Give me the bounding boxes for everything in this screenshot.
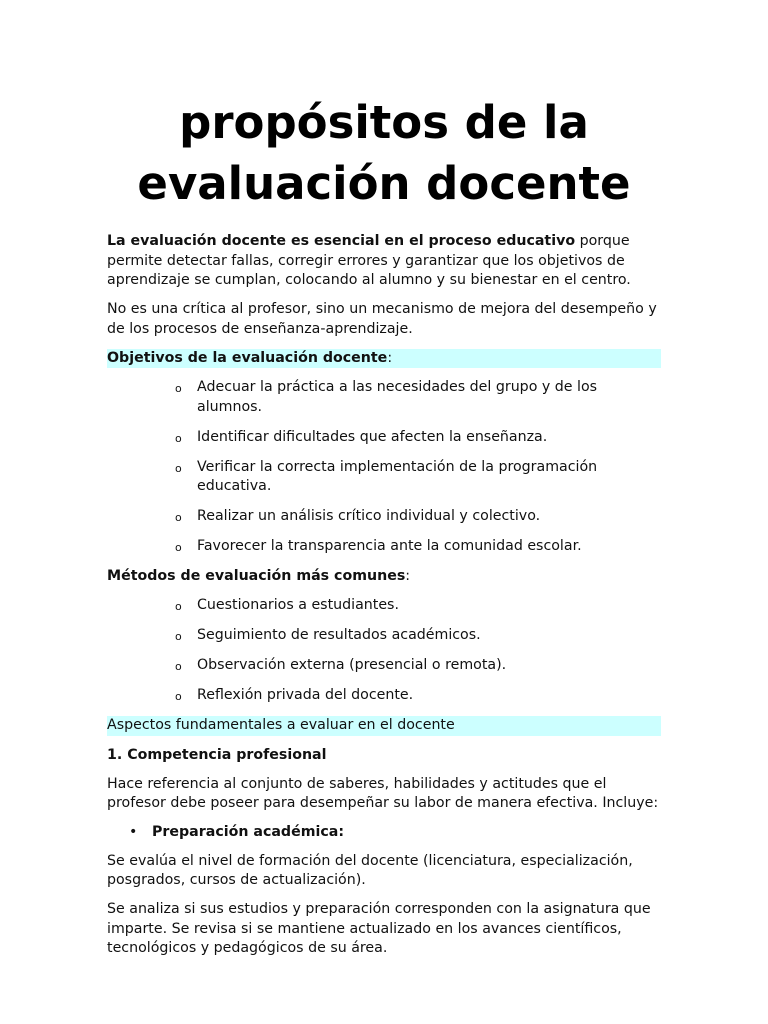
list-item: [175, 626, 661, 646]
list-item: [175, 378, 661, 417]
competencia-paragraph: Se analiza si sus estudios y preparación corresponden con la asignatura que imparte. Se revisa si se mantiene actualizado en los avances científicos, tecnológicos y pedagógicos de su área.: [107, 901, 651, 956]
note-paragraph: No es una crítica al profesor, sino un mecanismo de mejora del desempeño y de los procesos de enseñanza-aprendizaje.: [107, 301, 657, 337]
competencia-description: Hace referencia al conjunto de saberes, habilidades y actitudes que el profesor debe poseer para desempeñar su labor de manera efectiva. Incluye:: [107, 775, 659, 811]
list-item-text: Cuestionarios a estudiantes.: [197, 597, 399, 613]
list-item-text: Favorecer la transparencia ante la comunidad escolar.: [197, 538, 582, 554]
objetivos-heading: [107, 349, 661, 369]
aspectos-heading: Aspectos fundamentales a evaluar en el docente: [107, 716, 661, 736]
metodos-list: [107, 596, 661, 706]
list-item-text: Adecuar la práctica a las necesidades del grupo y de los alumnos.: [197, 379, 598, 415]
circle-bullet-icon: o: [175, 630, 182, 643]
metodos-heading-suffix: :: [405, 568, 411, 584]
circle-bullet-icon: o: [175, 382, 182, 395]
list-item-text: Verificar la correcta implementación de la programación educativa.: [197, 458, 598, 494]
list-item-text: Realizar un análisis crítico individual y colectivo.: [197, 508, 541, 524]
list-item-text: Observación externa (presencial o remota).: [197, 657, 507, 673]
objetivos-heading-suffix: :: [387, 349, 393, 366]
list-item: [175, 686, 661, 706]
circle-bullet-icon: o: [175, 600, 182, 613]
list-item-text: Seguimiento de resultados académicos.: [197, 627, 481, 643]
list-item: [175, 458, 661, 497]
list-item: [175, 656, 661, 676]
list-item: [175, 537, 661, 557]
list-item: [175, 507, 661, 527]
list-item: [129, 823, 661, 843]
intro-paragraph: [107, 232, 661, 291]
circle-bullet-icon: o: [175, 660, 182, 673]
list-item-text: Identificar dificultades que afecten la enseñanza.: [197, 428, 548, 445]
list-item: [175, 596, 661, 616]
page-title: propósitos de la evaluación docente: [137, 96, 631, 210]
intro-bold-text: La evaluación docente es esencial en el proceso educativo: [107, 233, 576, 249]
circle-bullet-icon: o: [175, 541, 182, 554]
intro-rest-text: porque permite detectar fallas, corregir errores y garantizar que los objetivos de aprendizaje se cumplan, colocando al alumno y su bienestar en el centro.: [107, 233, 631, 288]
list-item-text: Reflexión privada del docente.: [197, 687, 414, 703]
competencia-paragraph: Se evalúa el nivel de formación del docente (licenciatura, especialización, posgrados, cursos de actualización).: [107, 852, 633, 888]
competencia-bullet-list: [107, 823, 661, 843]
metodos-heading: [107, 567, 661, 587]
objetivos-list: [107, 378, 661, 557]
disc-bullet-icon: •: [129, 824, 138, 840]
circle-bullet-icon: o: [175, 511, 182, 524]
circle-bullet-icon: o: [175, 461, 182, 475]
list-item: [175, 428, 661, 448]
list-item-text: Preparación académica:: [152, 824, 345, 840]
competencia-heading: 1. Competencia profesional: [107, 746, 327, 763]
circle-bullet-icon: o: [175, 690, 182, 703]
objetivos-heading-text: Objetivos de la evaluación docente: [107, 349, 388, 366]
circle-bullet-icon: o: [175, 431, 182, 445]
metodos-heading-text: Métodos de evaluación más comunes: [107, 568, 406, 584]
document-page: [107, 92, 661, 968]
